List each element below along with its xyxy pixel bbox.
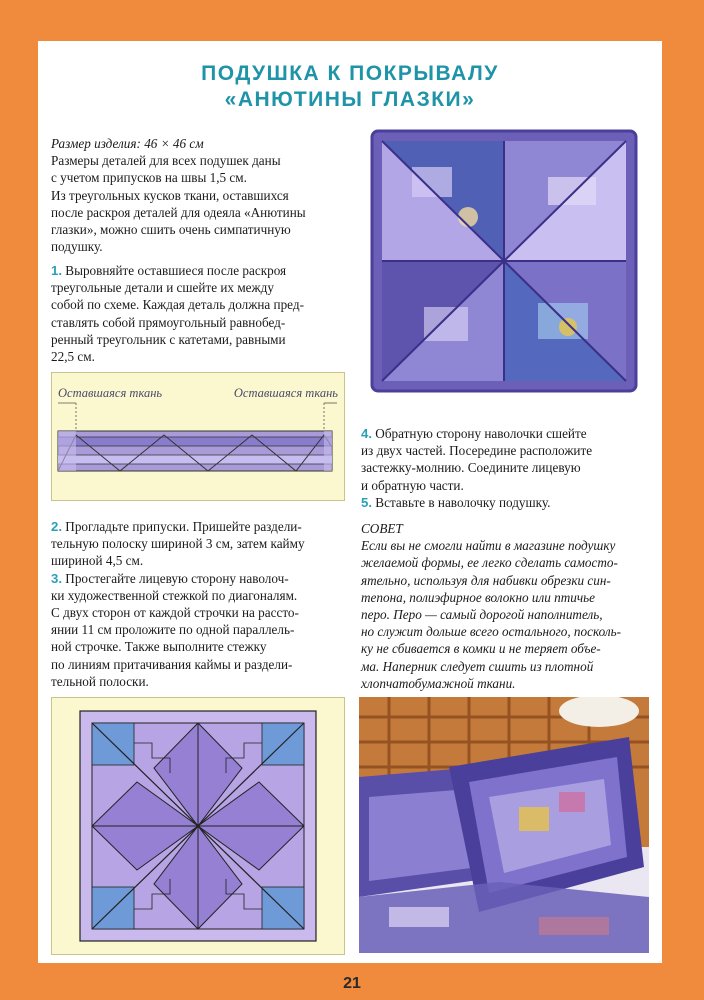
- pillow-photo: [368, 127, 640, 395]
- steps-4-5: [361, 425, 657, 511]
- step-line: собой по схеме. Каждая деталь должна пред-: [51, 297, 304, 313]
- intro-text: [51, 135, 361, 255]
- step-line: тельную полоску шириной 3 см, затем кайму: [51, 536, 305, 552]
- step-line: застежку-молнию. Соедините лицевую: [361, 460, 581, 476]
- intro-line: после раскроя деталей для одеяла «Анютины: [51, 204, 306, 220]
- size-line: Размер изделия: 46 × 46 см: [51, 136, 204, 151]
- advice-line: желаемой формы, ее легко сделать самосто-: [361, 555, 618, 571]
- title-line-2: «АНЮТИНЫ ГЛАЗКИ»: [224, 88, 476, 111]
- step-line: шириной 4,5 см.: [51, 553, 144, 569]
- page-number: 21: [343, 975, 361, 992]
- step-line: ки художественной стежкой по диагоналям.: [51, 587, 298, 603]
- step-line: 22,5 см.: [51, 349, 95, 365]
- step-4-number: 4.: [361, 426, 372, 441]
- pillow-scheme-diagram: [51, 697, 345, 955]
- advice-line: перо. Перо — самый дорогой наполнитель,: [361, 607, 603, 623]
- step-line: С двух сторон от каждой строчки на рассто-: [51, 605, 299, 621]
- step-line: треугольные детали и сшейте их между: [51, 280, 274, 296]
- step-line: ной строчке. Также выполните стежку: [51, 639, 267, 655]
- intro-line: Размеры деталей для всех подушек даны: [51, 153, 281, 169]
- step-line: из двух частей. Посередине расположите: [361, 443, 593, 459]
- step-line: ставлять собой прямоугольный равнобед-: [51, 314, 286, 330]
- page: [38, 41, 662, 963]
- step-line: Простегайте лицевую сторону наволоч-: [65, 570, 289, 586]
- step-line: Вставьте в наволочку подушку.: [375, 494, 551, 510]
- advice-line: ма. Наперник следует сшить из плотной: [361, 658, 594, 674]
- step-line: Прогладьте припуски. Пришейте раздели-: [65, 519, 302, 534]
- step-line: тельной полоски.: [51, 673, 149, 689]
- step-line: янии 11 см проложите по одной параллель-: [51, 622, 295, 638]
- intro-line: с учетом припусков на швы 1,5 см.: [51, 170, 247, 186]
- advice-box: [361, 520, 657, 692]
- intro-line: Из треугольных кусков ткани, оставшихся: [51, 187, 289, 203]
- advice-heading: СОВЕТ: [361, 521, 403, 536]
- step-line: ренный треугольник с катетами, равными: [51, 331, 286, 347]
- advice-line: ку не сбивается в комки и не теряет объе-: [361, 641, 601, 657]
- step-1-number: 1.: [51, 263, 62, 278]
- advice-line: ятельно, используя для набивки обрезки син-: [361, 572, 611, 588]
- page-title: [38, 61, 662, 113]
- advice-line: хлопчатобумажной ткани.: [361, 675, 516, 691]
- step-5-number: 5.: [361, 494, 372, 510]
- advice-line: тепона, полиэфирное волокно или птичье: [361, 589, 595, 605]
- scheme-drawing: [52, 698, 344, 954]
- step-line: Выровняйте оставшиеся после раскроя: [65, 263, 287, 278]
- step-2-number: 2.: [51, 519, 62, 534]
- step-1: [51, 262, 361, 365]
- advice-line: но служит дольше всего остального, посколь-: [361, 624, 622, 640]
- steps-2-3: [51, 518, 361, 690]
- step-line: по линиям притачивания каймы и раздели-: [51, 656, 293, 672]
- step-line: Обратную сторону наволочки сшейте: [375, 426, 587, 441]
- strip-diagram: [51, 372, 345, 501]
- strip-label-left: Оставшаяся ткань: [58, 386, 163, 400]
- pillow-illustration: [368, 127, 640, 395]
- bedroom-illustration: [359, 697, 649, 953]
- title-line-1: ПОДУШКА К ПОКРЫВАЛУ: [201, 62, 499, 85]
- step-line: и обратную части.: [361, 477, 464, 493]
- strip-label-right: Оставшаяся ткань: [233, 386, 338, 400]
- intro-line: глазки», можно сшить очень симпатичную: [51, 222, 291, 238]
- strip-drawing: [52, 373, 344, 500]
- intro-line: подушку.: [51, 239, 103, 255]
- advice-line: Если вы не смогли найти в магазине подушку: [361, 538, 616, 554]
- step-3-number: 3.: [51, 570, 62, 586]
- bedroom-photo: [359, 697, 649, 953]
